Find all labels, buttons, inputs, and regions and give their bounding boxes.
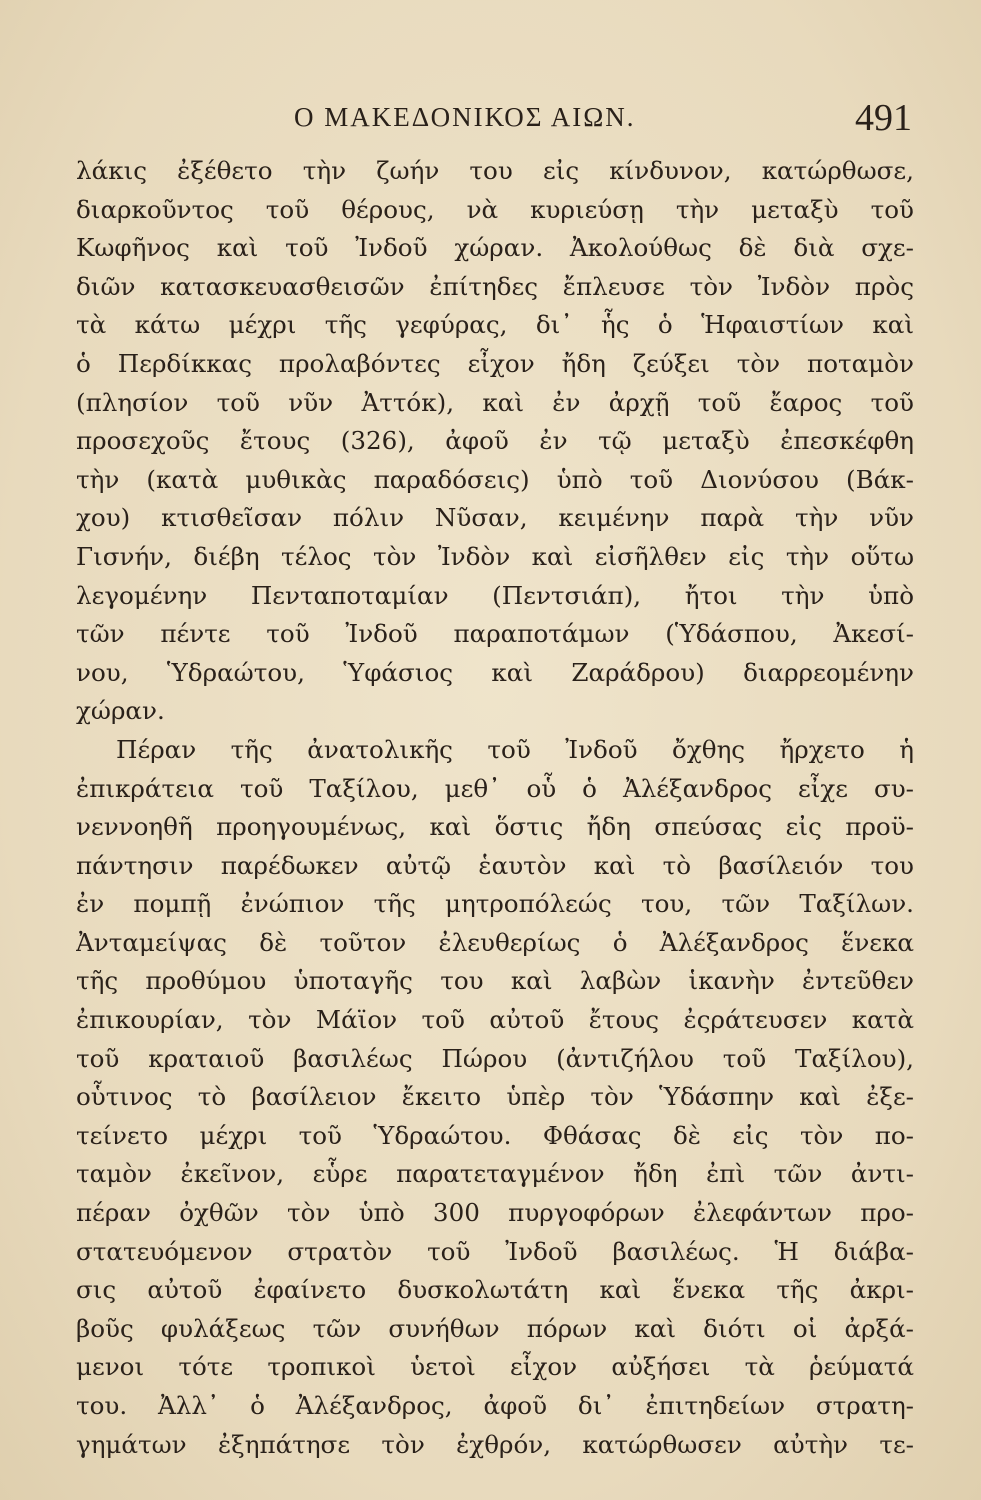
text-line: λεγομένην Πενταποταμίαν (Πεντσιάπ), ἤτοι τὴν ὑπὸ — [76, 580, 914, 610]
text-line: προσεχοῦς ἔτους (326), ἀφοῦ ἐν τῷ μεταξὺ ἐπεσκέφθη — [76, 426, 914, 456]
page-number: 491 — [855, 97, 912, 139]
text-line: ταμὸν ἐκεῖνον, εὗρε παρατεταγμένον ἤδη ἐπὶ τῶν ἀντι- — [76, 1159, 914, 1189]
text-line: (πλησίον τοῦ νῦν Ἀττόκ), καὶ ἐν ἀρχῇ τοῦ ἔαρος τοῦ — [76, 387, 914, 417]
text-line: χώραν. — [76, 696, 165, 726]
text-line: Κωφῆνος καὶ τοῦ Ἰνδοῦ χώραν. Ἀκολούθως δὲ διὰ σχε- — [76, 233, 914, 263]
text-line: μενοι τότε τροπικοὶ ὑετοὶ εἶχον αὐξήσει τὰ ῥεύματά — [76, 1352, 914, 1382]
text-line: βοῦς φυλάξεως τῶν συνήθων πόρων καὶ διότι οἱ ἀρξά- — [76, 1313, 914, 1343]
text-line: οὗτινος τὸ βασίλειον ἔκειτο ὑπὲρ τὸν Ὑδάσπην καὶ ἐξε- — [76, 1082, 914, 1112]
text-line: τὰ κάτω μέχρι τῆς γεφύρας, δι᾽ ἧς ὁ Ἡφαιστίων καὶ — [76, 310, 914, 340]
text-line: Γισνήν, διέβη τέλος τὸν Ἰνδὸν καὶ εἰσῆλθεν εἰς τὴν οὕτω — [76, 541, 914, 571]
page-body — [76, 152, 914, 1464]
text-line: Πέραν τῆς ἀνατολικῆς τοῦ Ἰνδοῦ ὄχθης ἤρχετο ἡ — [116, 734, 914, 764]
text-line: τείνετο μέχρι τοῦ Ὑδραώτου. Φθάσας δὲ εἰς τὸν πο- — [76, 1120, 914, 1150]
text-line: νου, Ὑδραώτου, Ὑφάσιος καὶ Ζαράδρου) διαρρεομένην — [76, 657, 914, 687]
text-line: του. Ἀλλ᾽ ὁ Ἀλέξανδρος, ἀφοῦ δι᾽ ἐπιτηδείων στρατη- — [76, 1391, 914, 1420]
text-line: διαρκοῦντος τοῦ θέρους, νὰ κυριεύσῃ τὴν μεταξὺ τοῦ — [76, 194, 914, 224]
text-line: ἐν πομπῇ ἐνώπιον τῆς μητροπόλεώς του, τῶν Ταξίλων. — [76, 889, 914, 919]
text-line: τὴν (κατὰ μυθικὰς παραδόσεις) ὑπὸ τοῦ Διονύσου (Βάκ- — [76, 464, 914, 494]
text-line: πέραν ὀχθῶν τὸν ὑπὸ 300 πυργοφόρων ἐλεφάντων προ- — [76, 1198, 914, 1228]
text-line: ἐπικράτεια τοῦ Ταξίλου, μεθ᾽ οὗ ὁ Ἀλέξανδρος εἶχε συ- — [76, 773, 914, 803]
text-line: λάκις ἐξέθετο τὴν ζωήν του εἰς κίνδυνον, κατώρθωσε, — [76, 156, 914, 185]
page-header — [76, 96, 912, 146]
text-line: Ἀνταμείψας δὲ τοῦτον ἐλευθερίως ὁ Ἀλέξανδρος ἕνεκα — [76, 927, 914, 957]
running-title: Ο ΜΑΚΕΔΟΝΙΚΟΣ ΑΙΩΝ. — [294, 102, 636, 132]
text-line: πάντησιν παρέδωκεν αὐτῷ ἑαυτὸν καὶ τὸ βασίλειόν του — [76, 850, 914, 880]
text-line: γημάτων ἐξηπάτησε τὸν ἐχθρόν, κατώρθωσεν αὐτὴν τε- — [76, 1429, 914, 1459]
text-line: στατευόμενον στρατὸν τοῦ Ἰνδοῦ βασιλέως. Ἡ διάβα- — [76, 1236, 914, 1266]
text-line: ὁ Περδίκκας προλαβόντες εἶχον ἤδη ζεύξει τὸν ποταμὸν — [76, 348, 914, 378]
text-line: νεννοηθῆ προηγουμένως, καὶ ὅστις ἤδη σπεύσας εἰς προϋ- — [76, 812, 914, 842]
text-line: τῆς προθύμου ὑποταγῆς του καὶ λαβὼν ἱκανὴν ἐντεῦθεν — [76, 966, 914, 996]
text-line: τοῦ κραταιοῦ βασιλέως Πώρου (ἀντιζήλου τοῦ Ταξίλου), — [76, 1043, 914, 1073]
text-line: τῶν πέντε τοῦ Ἰνδοῦ παραποτάμων (Ὑδάσπου, Ἀκεσί- — [76, 619, 914, 649]
text-line: χου) κτισθεῖσαν πόλιν Νῦσαν, κειμένην παρὰ τὴν νῦν — [76, 503, 914, 533]
text-line: διῶν κατασκευασθεισῶν ἐπίτηδες ἔπλευσε τὸν Ἰνδὸν πρὸς — [76, 271, 914, 301]
text-line: σις αὐτοῦ ἐφαίνετο δυσκολωτάτη καὶ ἕνεκα τῆς ἀκρι- — [76, 1275, 914, 1305]
text-line: ἐπικουρίαν, τὸν Μάϊον τοῦ αὐτοῦ ἔτους ἐςράτευσεν κατὰ — [76, 1005, 914, 1035]
